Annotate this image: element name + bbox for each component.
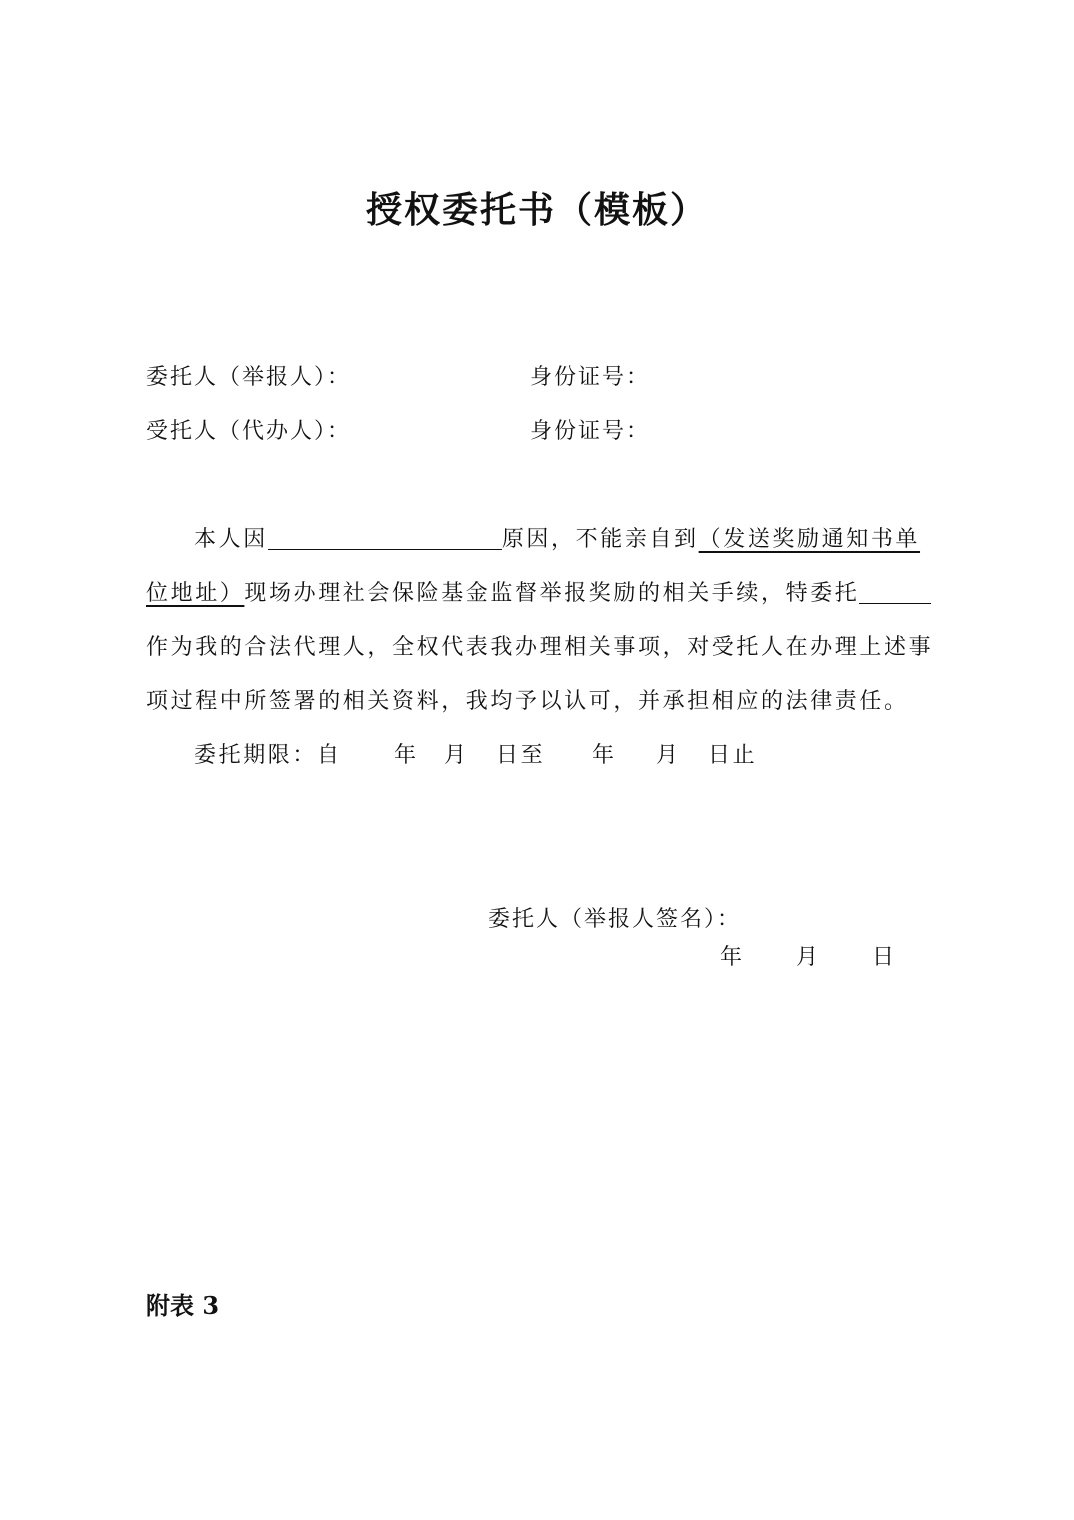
statement-prefix: 本人因: [194, 527, 268, 552]
term-year-1: 年: [394, 743, 419, 768]
term-month-2: 月: [656, 743, 681, 768]
page-title: 授权委托书（模板）: [365, 189, 708, 231]
statement-line-1: [194, 522, 920, 553]
agent-name-blank[interactable]: [859, 579, 931, 604]
term-label: 委托期限：自: [194, 743, 342, 768]
signature-label: 委托人（举报人签名）：: [488, 907, 742, 932]
statement-line-3: 作为我的合法代理人，全权代表我办理相关事项，对受托人在办理上述事: [146, 635, 934, 660]
principal-id-label: 身份证号：: [530, 365, 651, 390]
term-month-1: 月: [444, 743, 469, 768]
term-day-to: 日至: [496, 743, 546, 768]
appendix-label: 附表 3: [146, 1291, 220, 1320]
statement-line-4: 项过程中所签署的相关资料，我均予以认可，并承担相应的法律责任。: [146, 689, 909, 714]
term-year-2: 年: [592, 743, 617, 768]
unit-address-placeholder: （发送奖励通知书单: [698, 527, 921, 552]
agent-label: 受托人（代办人）：: [146, 419, 352, 444]
statement-text-2: 现场办理社会保险基金监督举报奖励的相关手续，特委托: [244, 581, 860, 606]
signature-day: 日: [872, 945, 897, 970]
statement-line-2: [146, 576, 931, 607]
agent-id-label: 身份证号：: [530, 419, 651, 444]
reason-blank[interactable]: [268, 525, 502, 550]
unit-address-placeholder-cont: 位地址）: [146, 581, 245, 606]
principal-label: 委托人（举报人）：: [146, 365, 352, 390]
signature-year: 年: [720, 945, 745, 970]
term-day-end: 日止: [708, 743, 758, 768]
statement-middle: 原因，不能亲自到: [501, 527, 699, 552]
signature-month: 月: [796, 945, 821, 970]
